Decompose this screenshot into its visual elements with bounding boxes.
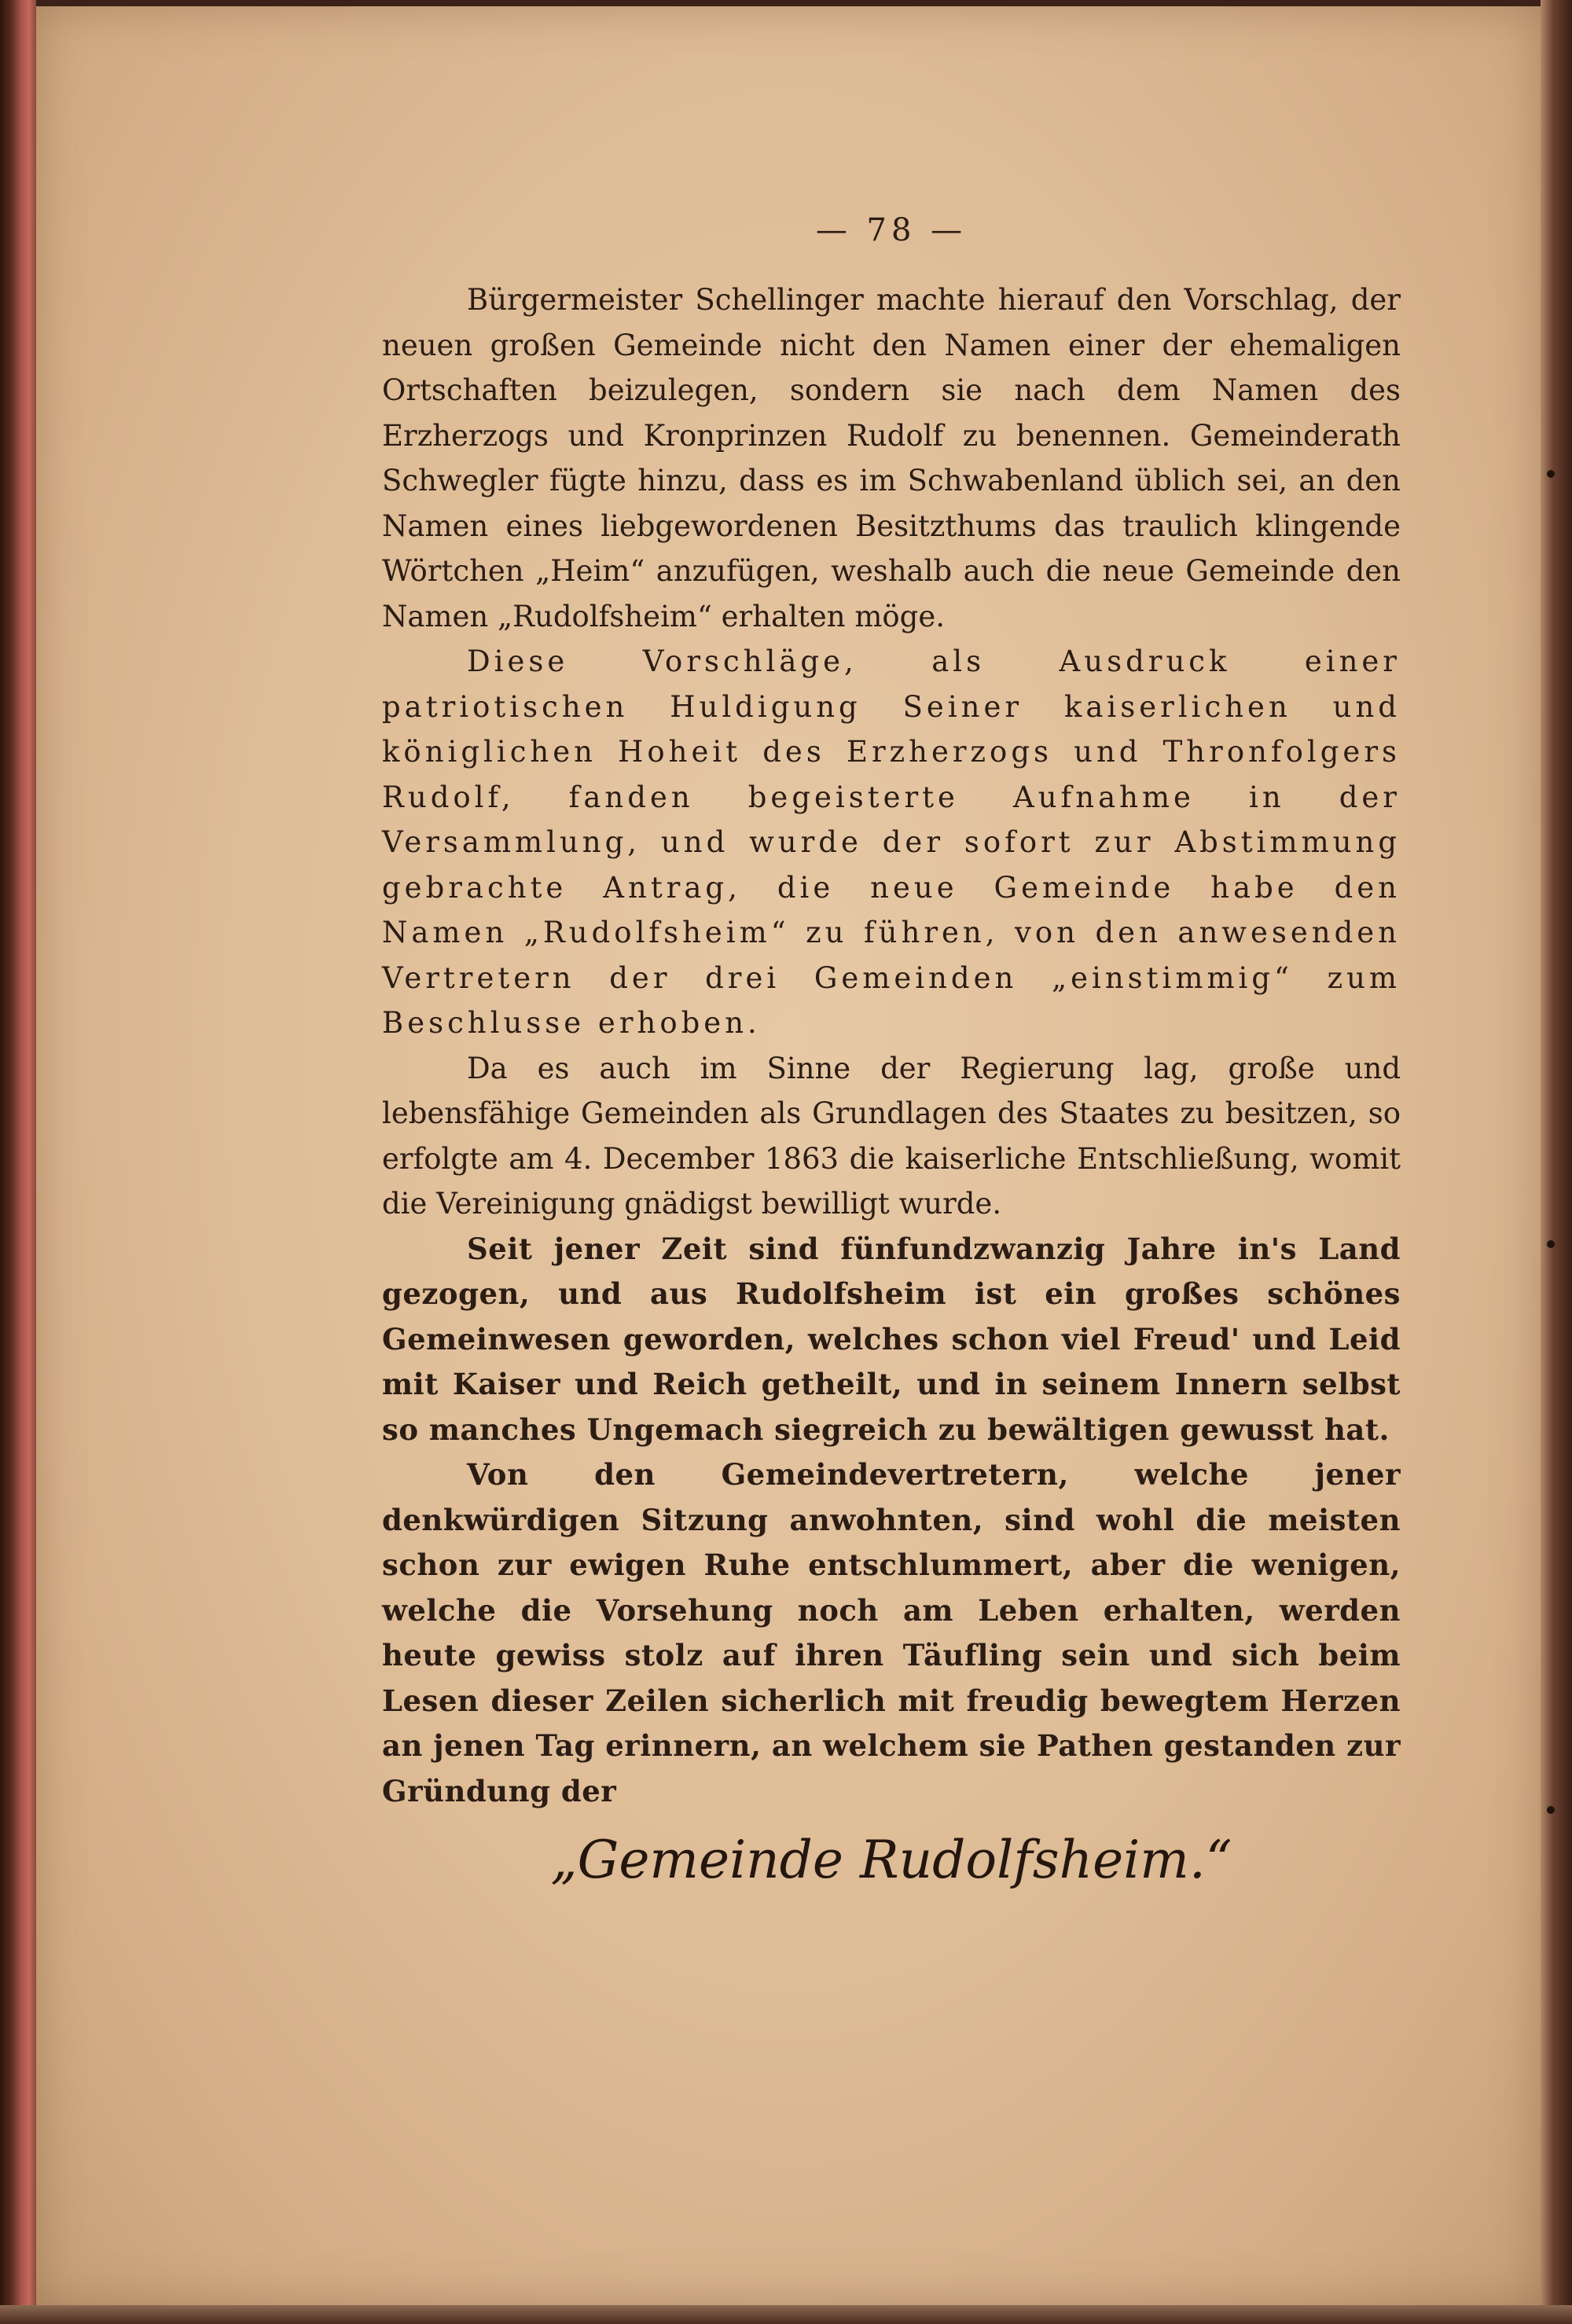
body-text	[382, 277, 1401, 1814]
pin-mark	[1547, 1806, 1555, 1814]
page	[36, 6, 1541, 2305]
closing-title: „Gemeinde Rudolfsheim.“	[550, 1830, 1232, 1890]
book-edge-bottom	[0, 2305, 1572, 2324]
book-edge-right	[1541, 0, 1572, 2324]
paragraph-since-then: Seit jener Zeit sind fünfundzwanzig Jahre in's Land gezogen, und aus Rudolfsheim ist ein großes schönes Gemeinwesen geworden, welches schon viel Freud' und Leid mit Kaiser und Reich getheilt, und in seinem Innern selbst so manches Ungemach siegreich zu bewältigen gewusst hat.	[382, 1231, 1401, 1447]
paragraph-proposal: Bürgermeister Schellinger machte hierauf den Vorschlag, der neuen großen Gemeinde nicht den Namen einer der ehemaligen Ortschaften beizulegen, sondern sie nach dem Namen des Erzherzogs und Kronprinzen Rudolf zu benennen. Gemeinderath Schwegler fügte hinzu, dass es im Schwabenland üblich sei, an den Namen eines liebgewordenen Besitzthums das traulich klingende Wörtchen „Heim“ anzufügen, weshalb auch die neue Gemeinde den Namen „Rudolfsheim“ erhalten möge.	[382, 283, 1401, 633]
paragraph-representatives: Von den Gemeindevertretern, welche jener denkwürdigen Sitzung anwohnten, sind wohl die meisten schon zur ewigen Ruhe entschlummert, aber die wenigen, welche die Vorsehung noch am Leben erhalten, werden heute gewiss stolz auf ihren Täufling sein und sich beim Lesen dieser Zeilen sicherlich mit freudig bewegtem Herzen an jenen Tag erinnern, an welchem sie Pathen gestanden zur Gründung der	[382, 1457, 1401, 1808]
paragraph-resolution: Diese Vorschläge, als Ausdruck einer patriotischen Huldigung Seiner kaiserlichen und königlichen Hoheit des Erzherzogs und Thronfolgers Rudolf, fanden begeisterte Aufnahme in der Versammlung, und wurde der sofort zur Abstimmung gebrachte Antrag, die neue Gemeinde habe den Namen „Rudolfsheim“ zu führen, von den anwesenden Vertretern der drei Gemeinden „einstimmig“ zum Beschlusse erhoben.	[382, 644, 1401, 1040]
page-number: — 78 —	[815, 212, 968, 248]
paragraph-approval: Da es auch im Sinne der Regierung lag, große und lebensfähige Gemeinden als Grundlagen des Staates zu besitzen, so erfolgte am 4. December 1863 die kaiserliche Entschließung, womit die Vereinigung gnädigst bewilligt wurde.	[382, 1051, 1401, 1221]
pin-mark	[1547, 1240, 1555, 1248]
pin-mark	[1547, 470, 1555, 478]
book-spine	[0, 0, 36, 2324]
